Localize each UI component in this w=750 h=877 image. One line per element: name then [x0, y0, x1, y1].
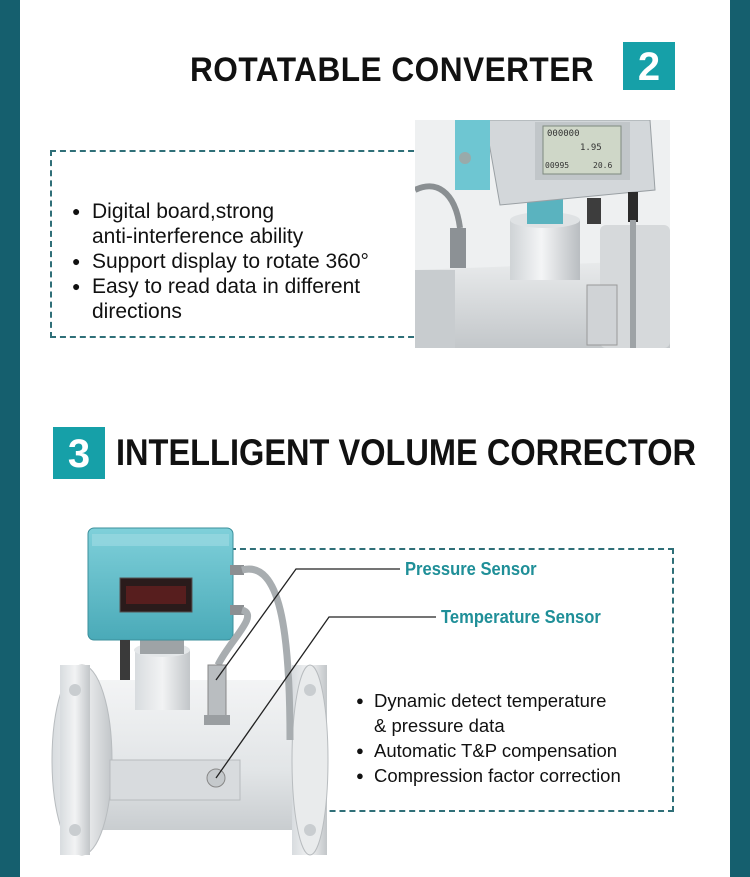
display-line-4: 20.6 [593, 161, 613, 170]
bullet-icon: ● [72, 253, 81, 269]
section-2-number-badge: 2 [623, 42, 675, 90]
section-3-title: INTELLIGENT VOLUME CORRECTOR [116, 432, 697, 473]
bullet-icon: ● [72, 278, 81, 294]
display-line-2: 1.95 [580, 143, 602, 153]
list-item-continuation: anti-interference ability [92, 225, 304, 248]
list-item: ● Automatic T&P compensation [356, 740, 618, 761]
list-item: ● Digital board,strong [72, 200, 275, 223]
display-line-3: 00995 [545, 161, 570, 170]
section-3-number-badge: 3 [53, 427, 105, 479]
list-item: ● Easy to read data in different [72, 275, 361, 298]
pressure-sensor-label: Pressure Sensor [405, 559, 537, 579]
section-2-title: ROTATABLE CONVERTER [190, 51, 595, 89]
display-line-1: 000000 [547, 129, 580, 139]
list-item-continuation: directions [92, 300, 182, 323]
bullet-icon: ● [356, 693, 364, 708]
temperature-sensor-label: Temperature Sensor [441, 607, 601, 627]
list-item: ● Compression factor correction [356, 765, 621, 786]
section-3-bullet-list [356, 688, 666, 788]
bullet-icon: ● [356, 768, 364, 783]
bullet-icon: ● [356, 743, 364, 758]
list-item-continuation: & pressure data [374, 715, 505, 736]
list-item: ● Dynamic detect temperature [356, 690, 607, 711]
bullet-icon: ● [72, 203, 81, 219]
list-item: ● Support display to rotate 360° [72, 250, 369, 273]
